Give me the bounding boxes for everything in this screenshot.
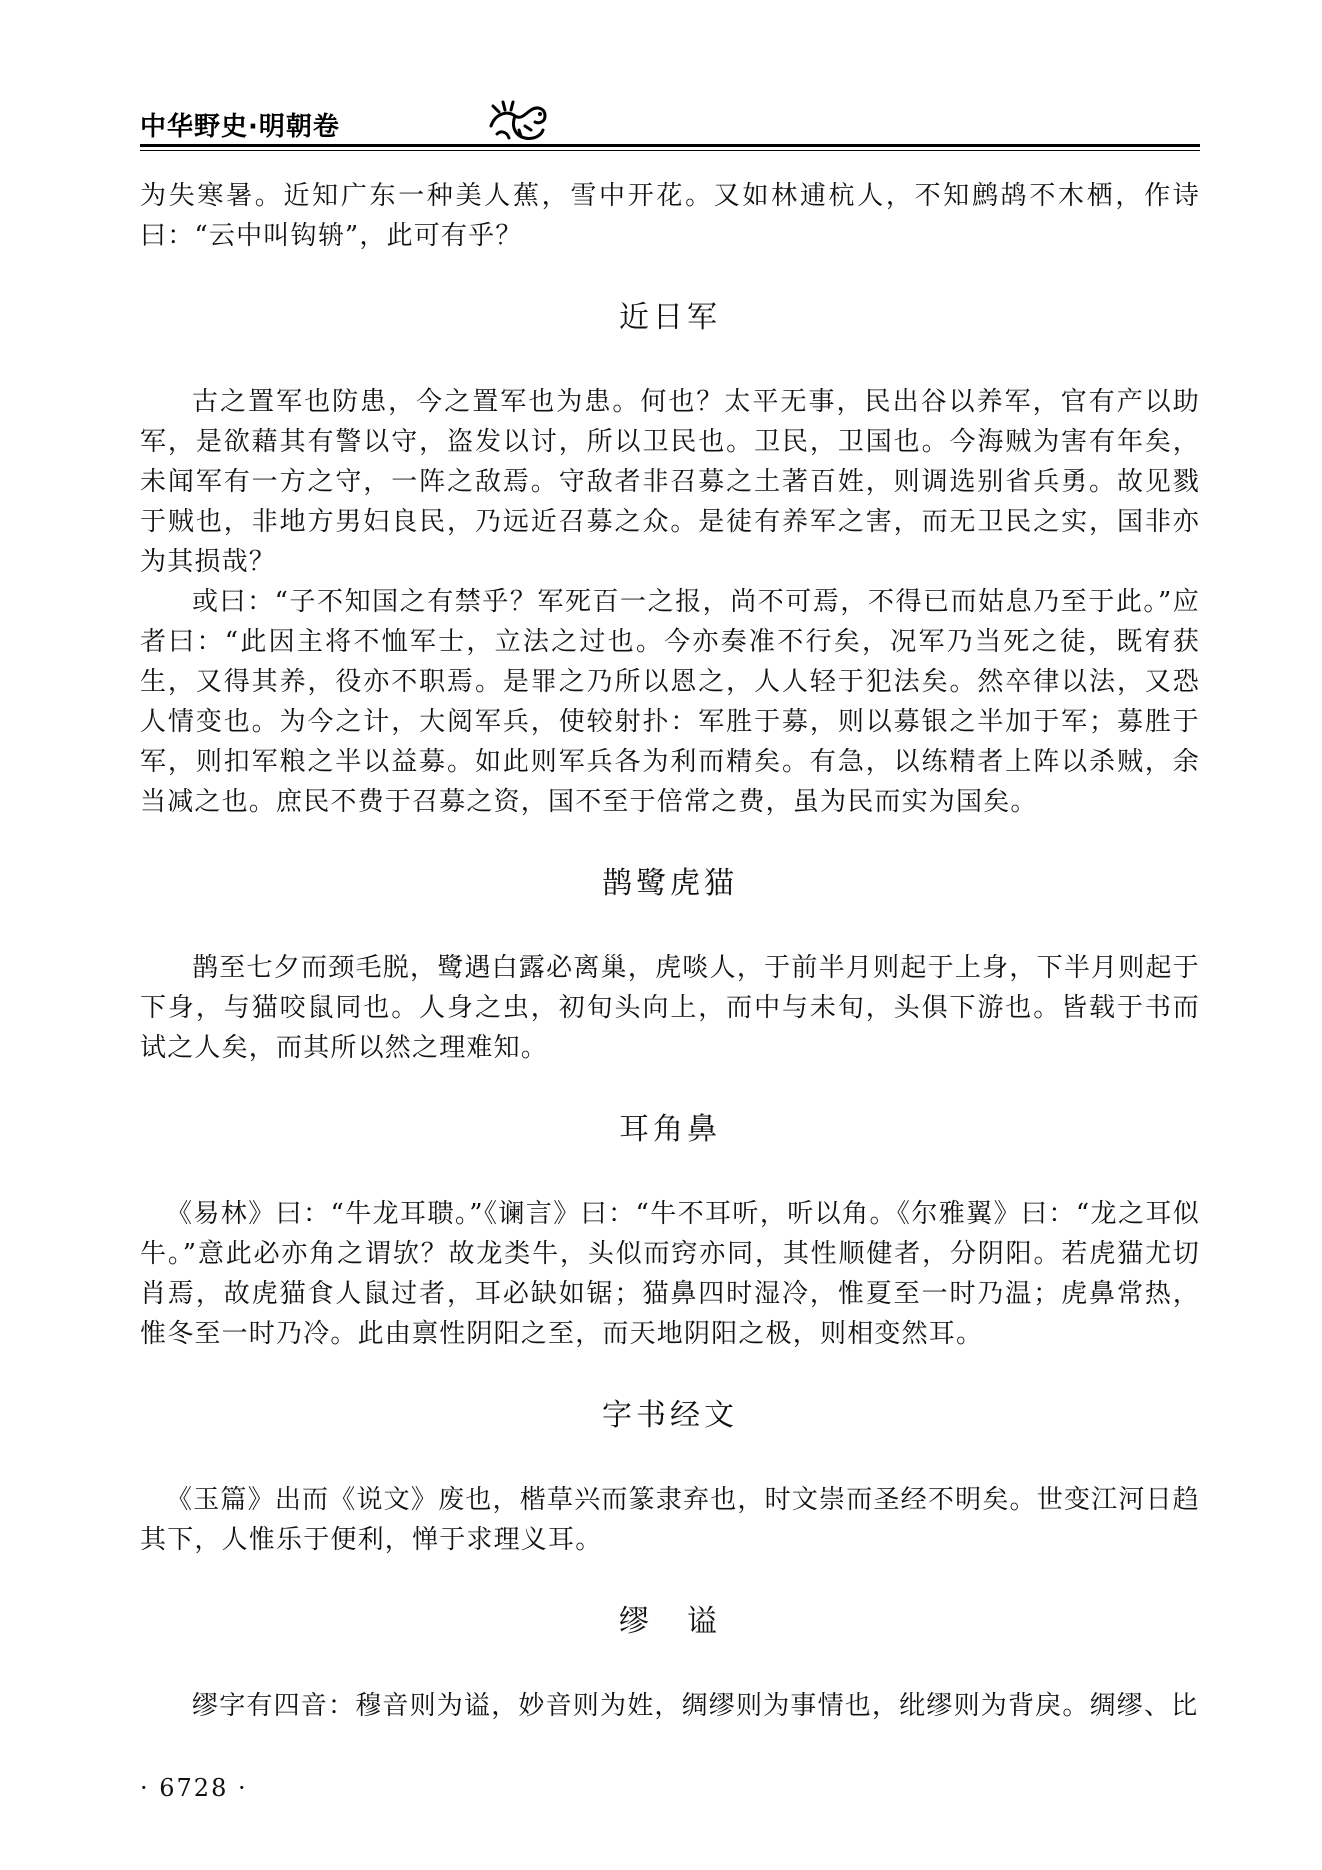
section-title-miushi: 缪 谥	[619, 1604, 721, 1639]
section-title-quelu-humao: 鹊鹭虎猫	[602, 866, 738, 901]
paragraph: 《玉篇》出而《说文》废也，楷草兴而篆隶弃也，时文崇而圣经不明矣。世变江河日趋其下，人惟乐于便利，惮于求理义耳。	[140, 1485, 1200, 1555]
header-rule	[140, 144, 1200, 147]
paragraph: 古之置军也防患，今之置军也为患。何也？太平无事，民出谷以养军，官有产以助军，是欲藉其有警以守，盗发以讨，所以卫民也。卫民，卫国也。今海贼为害有年矣，未闻军有一方之守，一阵之敌焉。守敌者非召募之土著百姓，则调选别省兵勇。故见戮于贼也，非地方男妇良民，乃远近召募之众。是徒有养军之害，而无卫民之实，国非亦为其损哉？	[140, 387, 1200, 577]
paragraph: 缪字有四音：穆音则为谥，妙音则为姓，绸缪则为事情也，纰缪则为背戾。绸缪、比	[192, 1691, 1199, 1721]
paragraph: 鹊至七夕而颈毛脱，鹭遇白露必离巢，虎啖人，于前半月则起于上身，下半月则起于下身，与猫咬鼠同也。人身之虫，初旬头向上，而中与未旬，头俱下游也。皆载于书而试之人矣，而其所以然之理难知。	[140, 953, 1200, 1063]
book-title: 中华野史·明朝卷	[140, 112, 340, 142]
page-number: · 6728 ·	[140, 1774, 248, 1802]
paragraph: 或曰：“子不知国之有禁乎？军死百一之报，尚不可焉，不得已而姑息乃至于此。”应者曰：“此因主将不恤军士，立法之过也。今亦奏准不行矣，况军乃当死之徒，既宥获生，又得其养，役亦不职焉。是罪之乃所以恩之，人人轻于犯法矣。然卒律以法，又恐人情变也。为今之计，大阅军兵，使较射扑：军胜于募，则以募银之半加于军；募胜于军，则扣军粮之半以益募。如此则军兵各为利而精矣。有急，以练精者上阵以杀贼，余当减之也。庶民不费于召募之资，国不至于倍常之费，虽为民而实为国矣。	[140, 587, 1200, 817]
dragon-emblem-icon	[485, 96, 551, 146]
page-header	[140, 96, 1200, 156]
header-rule-thin	[140, 150, 1200, 151]
paragraph: 《易林》曰：“牛龙耳聩。”《谰言》曰：“牛不耳听，听以角。《尔雅翼》曰：“龙之耳似牛。”意此必亦角之谓欤？故龙类牛，头似而窍亦同，其性顺健者，分阴阳。若虎猫尤切肖焉，故虎猫食人鼠过者，耳必缺如锯；猫鼻四时湿冷，惟夏至一时乃温；虎鼻常热，惟冬至一时乃冷。此由禀性阴阳之至，而天地阴阳之极，则相变然耳。	[140, 1199, 1200, 1349]
intro-paragraph: 为失寒暑。近知广东一种美人蕉，雪中开花。又如林逋杭人，不知鹧鸪不木栖，作诗曰：“云中叫钩辀”，此可有乎？	[140, 181, 1200, 251]
section-title-jinrijun: 近日军	[619, 300, 721, 335]
section-title-zishu-jingwen: 字书经文	[602, 1398, 738, 1433]
page-body	[140, 176, 1200, 1726]
section-title-erjiaobi: 耳角鼻	[619, 1112, 721, 1147]
